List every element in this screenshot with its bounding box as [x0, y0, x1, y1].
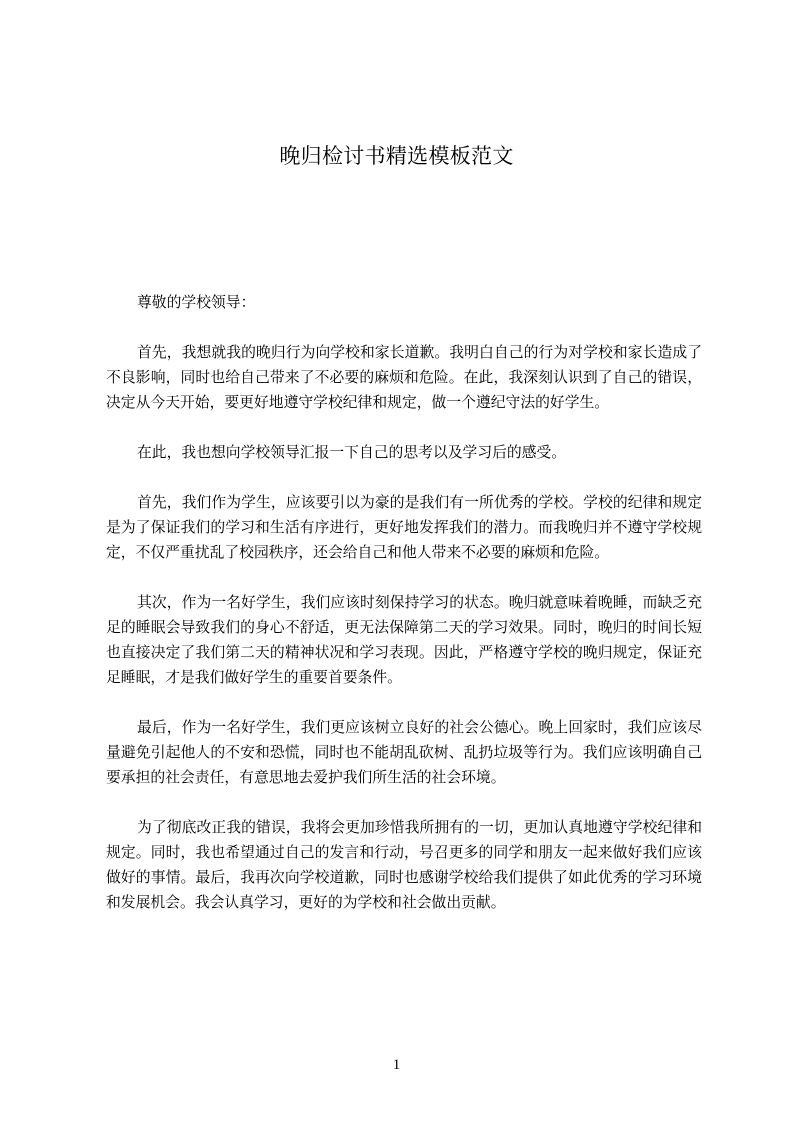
paragraph-school-rules: 首先，我们作为学生，应该要引以为豪的是我们有一所优秀的学校。学校的纪律和规定是为了保证我们的学习和生活有序进行，更好地发挥我们的潜力。而我晚归并不遵守学校规定，不仅严重扰乱了校园秩序，还会给自己和他人带来不必要的麻烦和危险。 [106, 494, 702, 561]
paragraph-study-state: 其次，作为一名好学生，我们应该时刻保持学习的状态。晚归就意味着晚睡，而缺乏充足的睡眠会导致我们的身心不舒适，更无法保障第二天的学习效果。同时，晚归的时间长短也直接决定了我们第二天的精神状况和学习表现。因此，严格遵守学校的晚归规定，保证充足睡眠，才是我们做好学生的重要首要条件。 [106, 594, 702, 686]
salutation: 尊敬的学校领导： [137, 294, 256, 311]
paragraph-apology: 首先，我想就我的晚归行为向学校和家长道歉。我明白自己的行为对学校和家长造成了不良影响，同时也给自己带来了不必要的麻烦和危险。在此，我深刻认识到了自己的错误，决定从今天开始，要更好地遵守学校纪律和规定，做一个遵纪守法的好学生。 [106, 344, 702, 411]
paragraph-report-intro: 在此，我也想向学校领导汇报一下自己的思考以及学习后的感受。 [137, 444, 567, 461]
paragraph-conclusion: 为了彻底改正我的错误，我将会更加珍惜我所拥有的一切，更加认真地遵守学校纪律和规定。同时，我也希望通过自己的发言和行动，号召更多的同学和朋友一起来做好我们应该做好的事情。最后，我再次向学校道歉，同时也感谢学校给我们提供了如此优秀的学习环境和发展机会。我会认真学习，更好的为学校和社会做出贡献。 [106, 819, 702, 911]
document-body [106, 290, 702, 940]
document-title: 晚归检讨书精选模板范文 [279, 144, 514, 168]
paragraph-social-morality: 最后，作为一名好学生，我们更应该树立良好的社会公德心。晚上回家时，我们应该尽量避免引起他人的不安和恐慌，同时也不能胡乱砍树、乱扔垃圾等行为。我们应该明确自己要承担的社会责任，有意思地去爱护我们所生活的社会环境。 [106, 719, 702, 786]
page-number: 1 [392, 1057, 401, 1073]
